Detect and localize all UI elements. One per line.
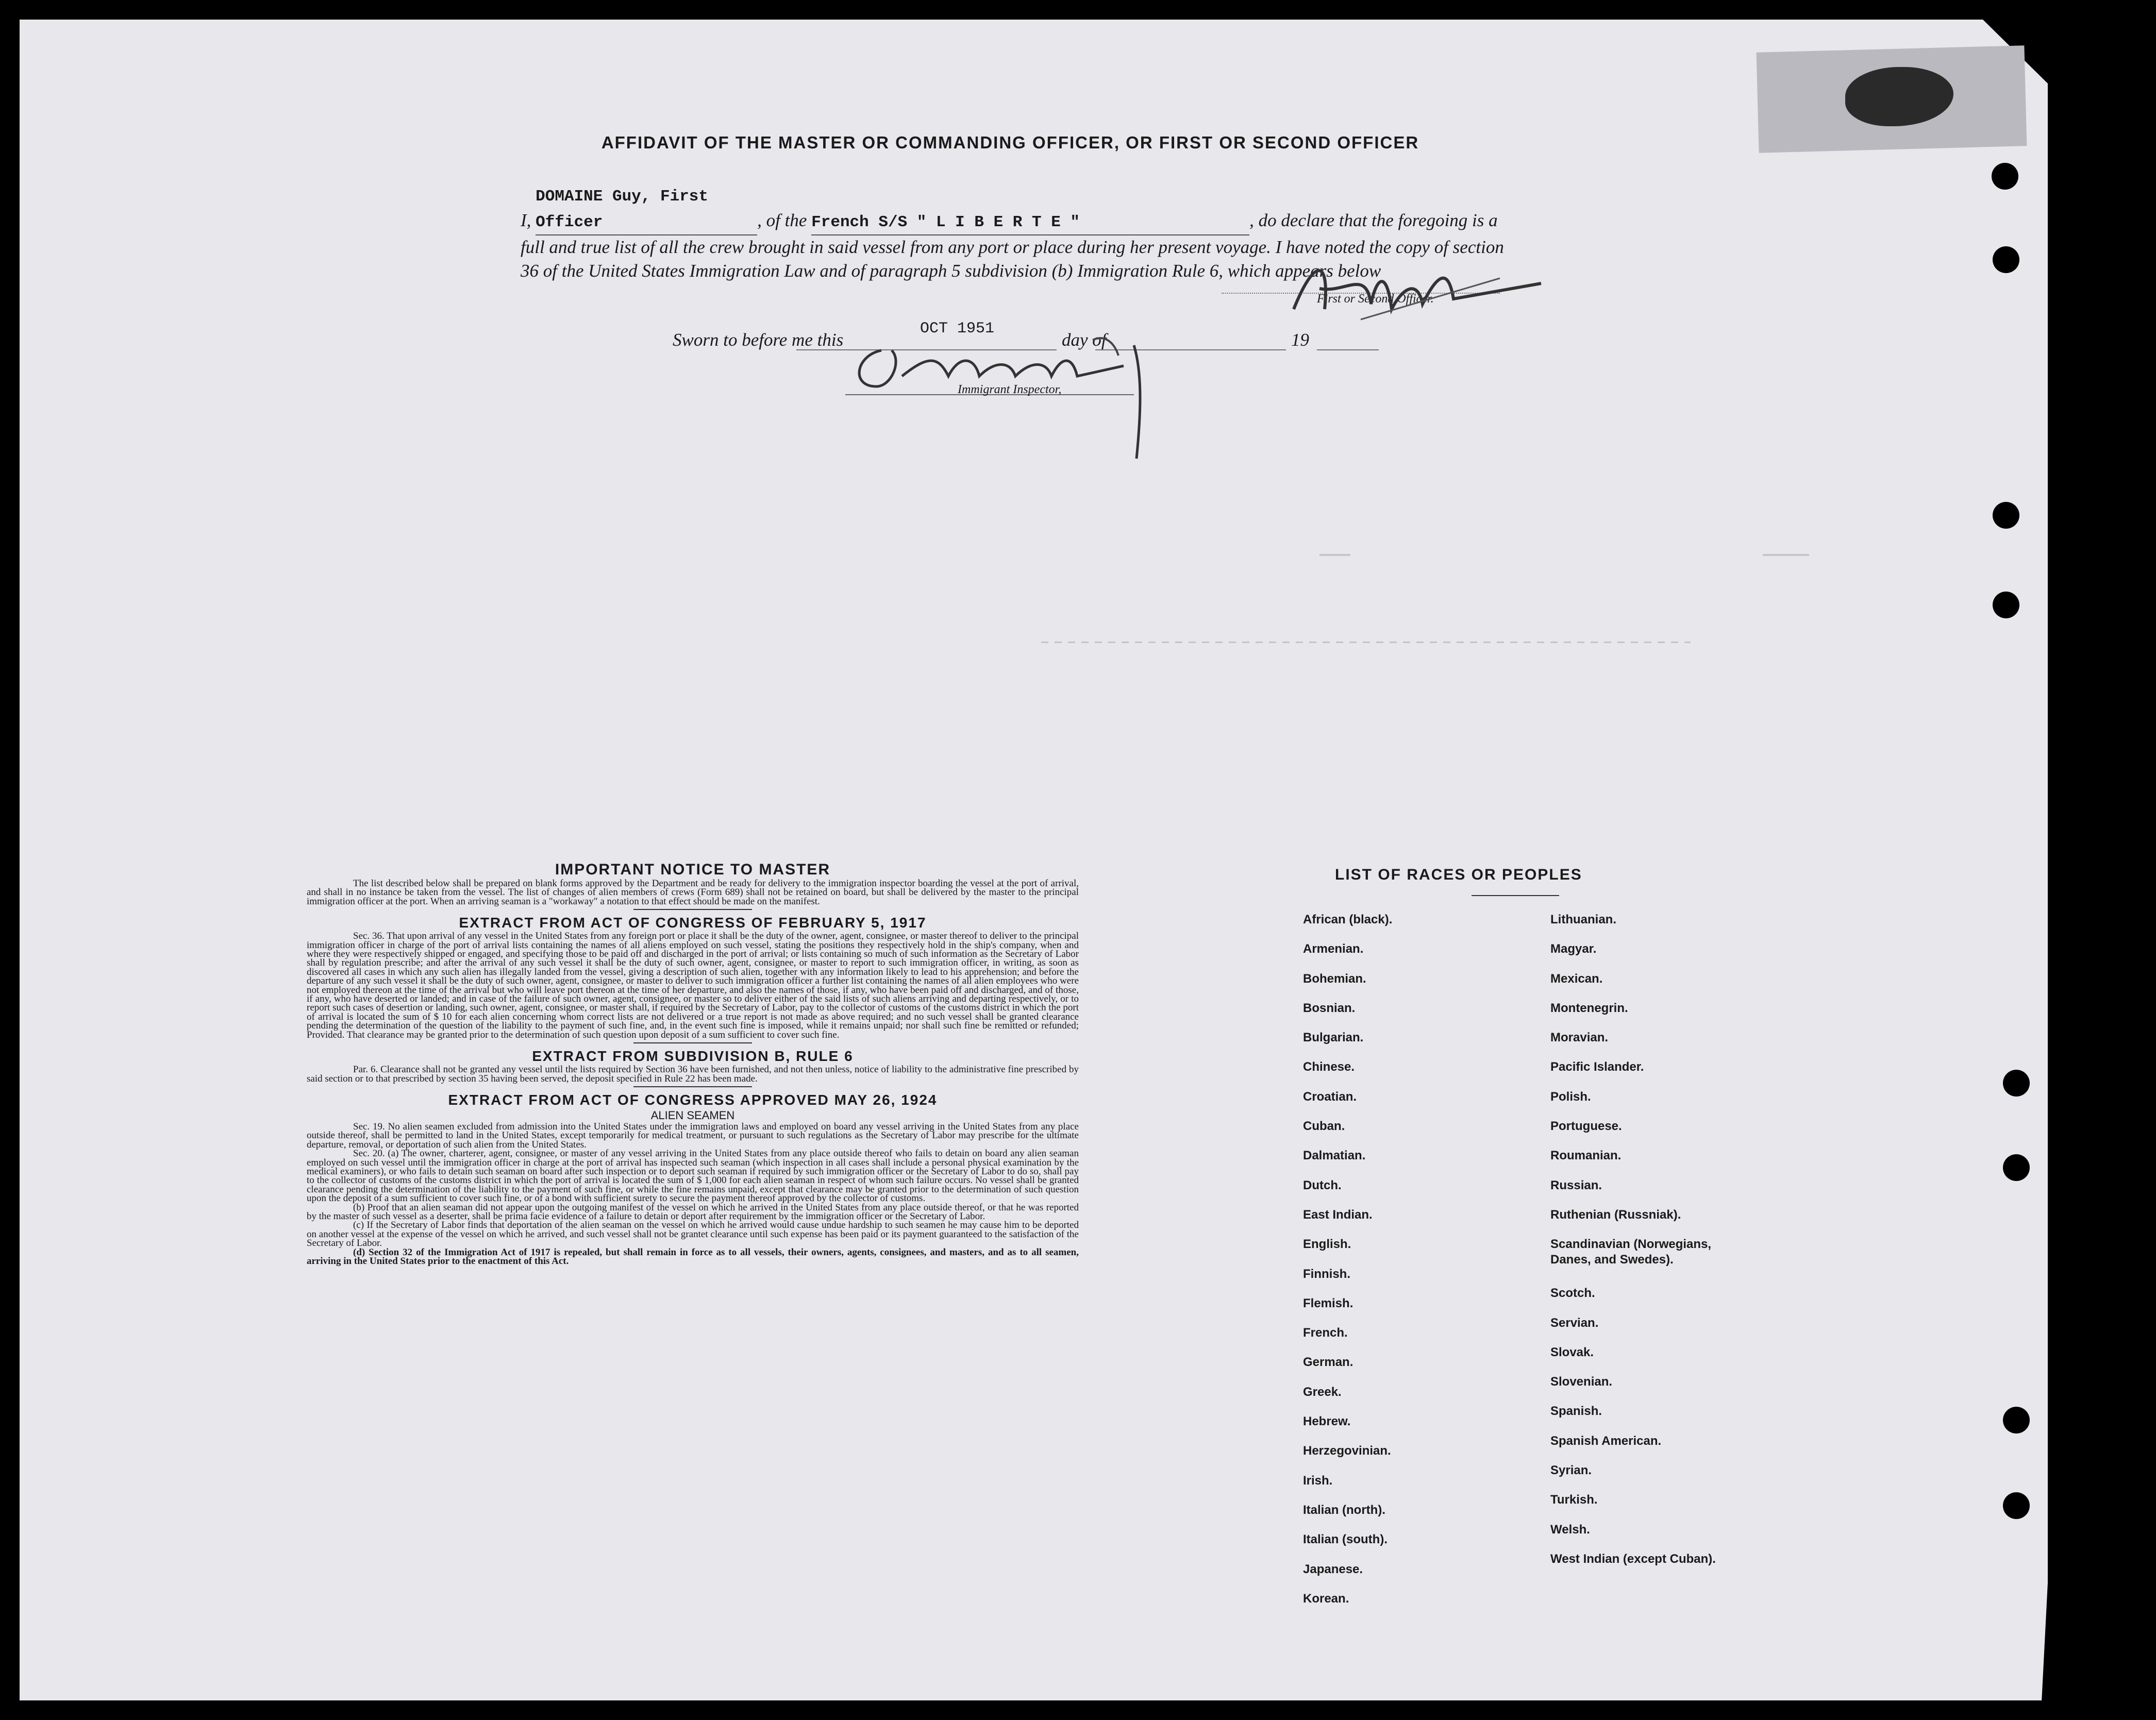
sec-20b-text: (b) Proof that an alien seaman did not appear upon the outgoing manifest of the vessel on which he arrived in the United States from any place outside thereof, or that he was reported by the master of such vessel as a deserter, shall be prima facie evidence of a failure to detain or deport after requirement by the immigration officer or the Secretary of Labor. — [307, 1202, 1079, 1222]
stamp-date: OCT 1951 — [920, 320, 995, 338]
race-item: Slovenian. — [1550, 1375, 1613, 1389]
punch-hole — [2003, 1492, 2030, 1519]
race-item: Italian (south). — [1303, 1532, 1388, 1547]
notice-intro: The list described below shall be prepared on blank forms approved by the Department and be ready for delivery to the immigration inspector boarding the vessel at the port of arrival, and shall in no instance be taken from the vessel. The list of changes of alien members of crews (Form 689) shall not be retained on board, but shall be delivered by the master to the principal immigration officer at the port. When an arriving seaman is a "workaway" a notation to that effect should be made on the manifest. — [307, 878, 1079, 907]
declaration-body: that the foregoing is a full and true list of all the crew brought in said vessel from any port or place during her present voyage. I have noted the copy of section 36 of the United States Immigration Law and of paragraph 5 subdivision (b) Immigration Rule 6, which appears below — [521, 210, 1504, 281]
sec-20a-text: Sec. 20. (a) The owner, charterer, agent, consignee, or master of any vessel arriving in the United States from any place outside thereof who fails to detain on board any alien seaman employed on such vessel until the immigration officer in charge at the port of arrival has inspected such seaman (which inspection in all cases shall include a personal physical examination by the medical examiners), or who fails to detain such seaman on board after such inspection or to deport such seaman if required by such immigration officer or the Secretary of Labor to do so, shall pay to the collector of customs of the customs district in which the port of arrival is located the sum of $ 1,000 for each alien seaman in respect of whom such failure occurs. No vessel shall be granted clearance pending the determination of the liability to the payment of such fine, or while the fine remains unpaid, except that clearance may be granted prior to the determination of such question upon the deposit of a sum sufficient to cover such fine, or of a bond with sufficient surety to secure the payment thereof approved by the collector of customs. — [307, 1148, 1079, 1204]
race-item: Japanese. — [1303, 1562, 1363, 1576]
act-1924-title: EXTRACT FROM ACT OF CONGRESS APPROVED MAY 26, 1924 — [448, 1091, 938, 1108]
race-item: Welsh. — [1550, 1522, 1590, 1537]
inspector-signature — [845, 325, 1175, 464]
race-item: Montenegrin. — [1550, 1001, 1628, 1015]
race-item: Hebrew. — [1303, 1414, 1351, 1429]
punch-hole — [2003, 1070, 2030, 1097]
punch-hole — [1992, 163, 2018, 190]
race-item: Syrian. — [1550, 1463, 1592, 1478]
race-item: Lithuanian. — [1550, 913, 1616, 926]
officer-name: DOMAINE Guy, First Officer — [536, 188, 709, 231]
section-divider — [633, 1086, 752, 1087]
sworn-year-line — [1317, 349, 1379, 350]
race-item: Chinese. — [1303, 1060, 1355, 1074]
race-item: Mexican. — [1550, 971, 1603, 986]
race-item: Flemish. — [1303, 1296, 1353, 1310]
sec-20c-text: (c) If the Secretary of Labor finds that deportation of the alien seaman on the vessel on which he arrived would cause undue hardship to such seamen he may cause him to be deported on another vessel at the expense of the vessel on which he arrived, and such vessel shall not be grantet clearance until such expense has been paid or its payment guaranteed to the satisfaction of the Secretary of Labor. — [307, 1220, 1079, 1249]
sec-20d-text: (d) Section 32 of the Immigration Act of 1917 is repealed, but shall remain in force as to all vessels, their owners, agents, consignees, and masters, and as to all seamen, arriving in the United States prior to the enactment of this Act. — [307, 1246, 1079, 1267]
do-declare-text: , do declare — [1249, 210, 1335, 230]
affidavit-title: AFFIDAVIT OF THE MASTER OR COMMANDING OFFICER, OR FIRST OR SECOND OFFICER — [601, 133, 1419, 152]
rule-6-text: Par. 6. Clearance shall not be granted any vessel until the lists required by Section 36 have been furnished, and not then unless, notice of liability to the administrative fine prescribed by said section or to that prescribed by section 35 having been served, the deposit specified in Rule 22 has been made. — [307, 1064, 1079, 1084]
race-item: Scotch. — [1550, 1286, 1595, 1301]
bleed-through-mark — [1763, 554, 1809, 556]
officer-signature — [1283, 247, 1551, 345]
section-divider — [633, 1042, 752, 1043]
race-item: Moravian. — [1550, 1031, 1609, 1045]
races-title-underline — [1472, 895, 1559, 896]
act-1917-title: EXTRACT FROM ACT OF CONGRESS OF FEBRUARY 5, 1917 — [459, 915, 927, 931]
race-item: East Indian. — [1303, 1207, 1373, 1222]
officer-name-field — [536, 183, 757, 235]
vessel-name-field — [811, 209, 1249, 235]
race-item: Portuguese. — [1550, 1119, 1622, 1134]
year-prefix: 19 — [1291, 330, 1309, 350]
of-the-text: , of the — [757, 210, 807, 230]
race-item: French. — [1303, 1326, 1348, 1340]
race-item: Magyar. — [1550, 942, 1597, 956]
race-item: Polish. — [1550, 1089, 1591, 1104]
race-item: German. — [1303, 1355, 1353, 1370]
race-item: Spanish. — [1550, 1404, 1602, 1419]
race-item: Scandinavian (Norwegians, Danes, and Swedes). — [1550, 1237, 1712, 1267]
races-title: LIST OF RACES OR PEOPLES — [1335, 866, 1582, 883]
sec-19-text: Sec. 19. No alien seamen excluded from admission into the United States under the immigration laws and employed on board any vessel arriving in the United States from any place outside thereof, shall be permitted to land in the United States, except temporarily for medical treatment, or pursuant to such regulations as the Secretary of Labor may prescribe for the ultimate departure, removal, or deportation of such alien from the United States. — [307, 1121, 1079, 1150]
punch-hole — [1993, 246, 2019, 273]
race-item: Korean. — [1303, 1591, 1349, 1606]
race-item: Spanish American. — [1550, 1434, 1662, 1448]
punch-hole — [2003, 1154, 2030, 1181]
race-item: Servian. — [1550, 1316, 1599, 1330]
punch-hole — [2003, 1407, 2030, 1434]
race-item: Herzegovinian. — [1303, 1444, 1391, 1458]
vessel-name: French S/S " L I B E R T E " — [811, 213, 1080, 231]
punch-hole — [1993, 592, 2019, 618]
race-item: West Indian (except Cuban). — [1550, 1552, 1716, 1566]
race-item: Ruthenian (Russniak). — [1550, 1207, 1681, 1222]
race-item: Bohemian. — [1303, 971, 1366, 986]
race-item: Bulgarian. — [1303, 1031, 1364, 1045]
race-item: Roumanian. — [1550, 1149, 1622, 1163]
race-item: Finnish. — [1303, 1267, 1350, 1281]
races-left-column — [1303, 912, 1499, 1621]
alien-seamen-subtitle: ALIEN SEAMEN — [650, 1108, 735, 1122]
sworn-text: Sworn to before me this — [673, 330, 844, 350]
race-item: Turkish. — [1550, 1493, 1598, 1507]
race-item: Dutch. — [1303, 1178, 1342, 1192]
inspector-caption: Immigrant Inspector, — [958, 383, 1062, 396]
notice-title: IMPORTANT NOTICE TO MASTER — [555, 861, 831, 878]
race-item: Slovak. — [1550, 1345, 1594, 1359]
bleed-through-mark — [1041, 642, 1691, 643]
race-item: Irish. — [1303, 1473, 1333, 1488]
race-item: Bosnian. — [1303, 1001, 1356, 1015]
race-item: Cuban. — [1303, 1119, 1345, 1134]
rule-6-title: EXTRACT FROM SUBDIVISION B, RULE 6 — [532, 1048, 854, 1065]
declaration-pronoun: I, — [521, 210, 531, 230]
race-item: English. — [1303, 1237, 1351, 1252]
bleed-through-mark — [1319, 554, 1350, 556]
race-item: African (black). — [1303, 913, 1393, 926]
officer-caption: First or Second Officer. — [1317, 292, 1434, 306]
race-item: Croatian. — [1303, 1089, 1357, 1104]
act-1917-text: Sec. 36. That upon arrival of any vessel in the United States from any foreign port or place it shall be the duty of the owner, agent, consignee, or master thereof to deliver to the principal immigration officer in charge of the port of arrival lists containing the names of all aliens employed on such vessel, stating the positions they respectively hold in the ship's company, when and where they were respectively shipped or engaged, and specifying those to be paid off and discharged in the port of arrival; or lists containing so much of such information as the Secretary of Labor shall by regulation prescribe; and after the arrival of any such vessel it shall be the duty of such owner, agent, consignee, or master to report to such immigration officer, in writing, as soon as discovered all cases in which any such alien has illegally landed from the vessel, giving a description of such alien, together with any information likely to lead to his apprehension; and before the departure of any such vessel it shall be the duty of such owner, agent, consignee, or master to deliver to such immigration officer a further list containing the names of all alien employees who were not employed thereon at the time of the arrival but who will leave port thereon at the time of her departure, and also the names of those, if any, who have been paid off and discharged, and of those, if any, who have deserted or landed; and in case of the failure of such owner, agent, consignee, or master so to deliver either of the said lists of such aliens arriving and departing respectively, or to report such cases of desertion or landing, such owner, agent, consignee, or master shall, if required by the Secretary of Labor, pay to the collector of customs of the customs district in which the port of arrival is located the sum of $ 10 for each alien concerning whom correct lists are not delivered or a true report is not made as above required; and no such vessel shall be granted clearance pending the determination of the question of the liability to the payment of such fine, and, in the event such fine is imposed, while it remains unpaid; nor shall such fine be remitted or refunded; Provided. That clearance may be granted prior to the determination of such question upon deposit of a sum sufficient to cover such fine. — [307, 931, 1079, 1040]
section-divider — [633, 909, 752, 910]
punch-hole — [1993, 502, 2019, 529]
races-right-column — [1550, 912, 1741, 1588]
day-of-text: day of — [1062, 330, 1107, 350]
important-notice — [307, 861, 1079, 1266]
race-item: Russian. — [1550, 1178, 1602, 1192]
race-item: Greek. — [1303, 1385, 1342, 1399]
race-item: Italian (north). — [1303, 1503, 1385, 1517]
race-item: Dalmatian. — [1303, 1149, 1366, 1163]
race-item: Armenian. — [1303, 942, 1364, 956]
race-item: Pacific Islander. — [1550, 1060, 1644, 1074]
